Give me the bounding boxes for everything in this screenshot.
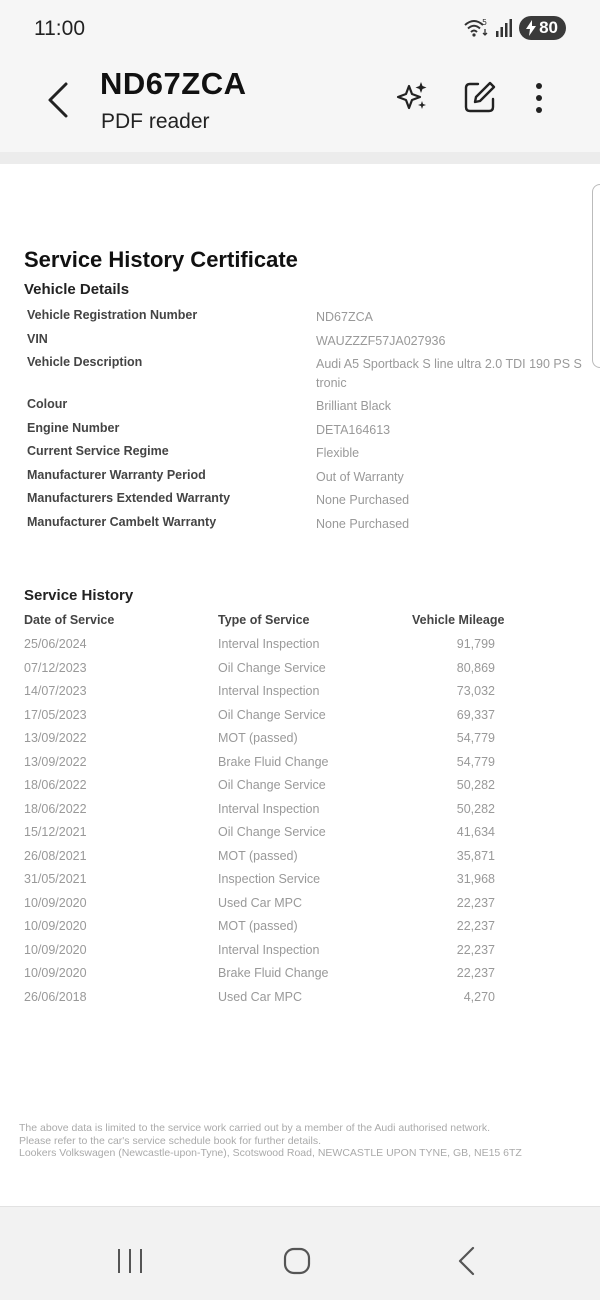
service-type: Used Car MPC bbox=[218, 989, 303, 1004]
edit-icon[interactable] bbox=[463, 80, 497, 114]
service-history-heading: Service History bbox=[24, 587, 134, 604]
service-mileage: 22,237 bbox=[456, 942, 495, 957]
ai-sparkle-icon[interactable] bbox=[396, 80, 430, 114]
footer-note bbox=[19, 1122, 522, 1160]
vehicle-details-table bbox=[27, 308, 587, 538]
battery-level: 80 bbox=[539, 18, 558, 37]
service-type: Oil Change Service bbox=[218, 825, 326, 839]
svg-text:5: 5 bbox=[482, 18, 488, 27]
detail-row bbox=[27, 421, 587, 445]
service-type: Interval Inspection bbox=[218, 942, 320, 957]
detail-label: Current Service Regime bbox=[27, 444, 169, 458]
col-mileage-header: Vehicle Mileage bbox=[412, 613, 505, 627]
col-type-header: Type of Service bbox=[218, 613, 310, 627]
service-date: 25/06/2024 bbox=[24, 637, 87, 651]
service-type: Interval Inspection bbox=[218, 801, 320, 816]
service-date: 15/12/2021 bbox=[24, 825, 87, 839]
service-type: Interval Inspection bbox=[218, 637, 320, 651]
detail-value: WAUZZZF57JA027936 bbox=[316, 333, 446, 348]
status-time: 11:00 bbox=[34, 17, 85, 40]
pdf-page[interactable] bbox=[0, 164, 600, 1206]
detail-label: VIN bbox=[27, 331, 48, 346]
service-mileage: 4,270 bbox=[463, 989, 495, 1004]
document-title: ND67ZCA bbox=[100, 66, 247, 101]
service-mileage: 35,871 bbox=[456, 848, 495, 863]
service-mileage: 22,237 bbox=[456, 895, 495, 910]
table-row bbox=[24, 825, 544, 849]
service-type: Interval Inspection bbox=[218, 684, 320, 698]
detail-row bbox=[27, 515, 587, 539]
service-date: 13/09/2022 bbox=[24, 731, 87, 745]
service-date: 18/06/2022 bbox=[24, 801, 87, 816]
status-icons bbox=[463, 16, 566, 40]
service-date: 31/05/2021 bbox=[24, 872, 87, 886]
service-date: 10/09/2020 bbox=[24, 942, 87, 957]
detail-row bbox=[27, 332, 587, 356]
service-date: 18/06/2022 bbox=[24, 778, 87, 792]
footer-line: Please refer to the car's service schedule book for further details. bbox=[19, 1134, 321, 1147]
divider bbox=[0, 152, 600, 164]
service-date: 14/07/2023 bbox=[24, 684, 87, 698]
service-date: 10/09/2020 bbox=[24, 895, 87, 910]
service-date: 17/05/2023 bbox=[24, 707, 87, 722]
recent-apps-icon[interactable] bbox=[116, 1247, 144, 1275]
detail-value: Out of Warranty bbox=[316, 469, 404, 484]
detail-row bbox=[27, 355, 587, 397]
detail-label: Vehicle Description bbox=[27, 355, 143, 369]
more-options-icon[interactable] bbox=[526, 80, 552, 116]
service-mileage: 91,799 bbox=[456, 637, 495, 651]
detail-value: Brilliant Black bbox=[316, 399, 392, 413]
service-type: Oil Change Service bbox=[218, 660, 326, 675]
battery-indicator bbox=[519, 16, 566, 40]
detail-label: Manufacturer Warranty Period bbox=[27, 467, 206, 482]
detail-value: DETA164613 bbox=[316, 422, 391, 437]
detail-label: Engine Number bbox=[27, 420, 120, 435]
navigation-bar bbox=[0, 1206, 600, 1300]
status-bar bbox=[0, 0, 600, 58]
service-date: 10/09/2020 bbox=[24, 966, 87, 980]
service-date: 07/12/2023 bbox=[24, 660, 87, 675]
service-date: 13/09/2022 bbox=[24, 754, 87, 769]
service-type: Oil Change Service bbox=[218, 707, 326, 722]
detail-value: Flexible bbox=[316, 446, 360, 460]
service-mileage: 22,237 bbox=[456, 966, 495, 980]
app-bar bbox=[0, 58, 600, 152]
table-row bbox=[24, 708, 544, 732]
table-row bbox=[24, 966, 544, 990]
service-type: MOT (passed) bbox=[218, 848, 298, 863]
detail-value: ND67ZCA bbox=[316, 310, 373, 324]
detail-row bbox=[27, 308, 587, 332]
table-row bbox=[24, 731, 544, 755]
detail-label: Colour bbox=[27, 397, 68, 411]
service-mileage: 41,634 bbox=[456, 825, 495, 839]
detail-value: Audi A5 Sportback S line ultra 2.0 TDI 190 PS S tronic bbox=[316, 357, 582, 390]
service-type: Brake Fluid Change bbox=[218, 754, 329, 769]
service-type: Used Car MPC bbox=[218, 895, 303, 910]
service-mileage: 54,779 bbox=[456, 754, 495, 769]
signal-icon bbox=[495, 18, 513, 38]
detail-label: Manufacturers Extended Warranty bbox=[27, 491, 231, 505]
app-subtitle: PDF reader bbox=[101, 110, 210, 133]
service-mileage: 73,032 bbox=[456, 684, 495, 698]
service-mileage: 50,282 bbox=[456, 801, 495, 816]
detail-label: Vehicle Registration Number bbox=[27, 308, 198, 322]
detail-row bbox=[27, 468, 587, 492]
service-type: MOT (passed) bbox=[218, 919, 298, 933]
table-row bbox=[24, 637, 544, 661]
detail-label: Manufacturer Cambelt Warranty bbox=[27, 514, 217, 529]
service-mileage: 50,282 bbox=[456, 778, 495, 792]
service-mileage: 69,337 bbox=[456, 707, 495, 722]
col-date-header: Date of Service bbox=[24, 613, 115, 627]
detail-value: None Purchased bbox=[316, 493, 410, 507]
nav-back-icon[interactable] bbox=[455, 1245, 477, 1277]
vehicle-details-heading: Vehicle Details bbox=[24, 281, 130, 298]
scroll-handle[interactable] bbox=[592, 184, 600, 368]
table-row bbox=[24, 778, 544, 802]
detail-value: None Purchased bbox=[316, 516, 410, 531]
wifi-icon bbox=[463, 17, 489, 39]
table-row bbox=[24, 684, 544, 708]
table-row bbox=[24, 990, 544, 1014]
back-arrow-icon[interactable] bbox=[44, 80, 74, 120]
service-mileage: 22,237 bbox=[456, 919, 495, 933]
service-mileage: 54,779 bbox=[456, 731, 495, 745]
table-row bbox=[24, 802, 544, 826]
service-date: 26/06/2018 bbox=[24, 989, 87, 1004]
service-mileage: 80,869 bbox=[456, 660, 495, 675]
table-row bbox=[24, 943, 544, 967]
service-date: 10/09/2020 bbox=[24, 919, 87, 933]
home-icon[interactable] bbox=[283, 1247, 311, 1275]
service-date: 26/08/2021 bbox=[24, 848, 87, 863]
service-type: Oil Change Service bbox=[218, 778, 326, 792]
service-type: Inspection Service bbox=[218, 872, 321, 886]
certificate-title: Service History Certificate bbox=[24, 247, 298, 272]
footer-line: Lookers Volkswagen (Newcastle-upon-Tyne), Scotswood Road, NEWCASTLE UPON TYNE, GB, NE15 6TZ bbox=[19, 1147, 522, 1159]
service-type: Brake Fluid Change bbox=[218, 966, 329, 980]
table-row bbox=[24, 661, 544, 685]
table-row bbox=[24, 849, 544, 873]
detail-row bbox=[27, 444, 587, 468]
table-row bbox=[24, 755, 544, 779]
table-row bbox=[24, 919, 544, 943]
table-row bbox=[24, 896, 544, 920]
detail-row bbox=[27, 397, 587, 421]
service-history-table bbox=[24, 637, 544, 1013]
service-type: MOT (passed) bbox=[218, 731, 298, 745]
detail-row bbox=[27, 491, 587, 515]
service-mileage: 31,968 bbox=[456, 872, 495, 886]
table-row bbox=[24, 872, 544, 896]
footer-line: The above data is limited to the service work carried out by a member of the Audi authorised network. bbox=[19, 1122, 490, 1134]
charging-icon bbox=[525, 20, 537, 36]
